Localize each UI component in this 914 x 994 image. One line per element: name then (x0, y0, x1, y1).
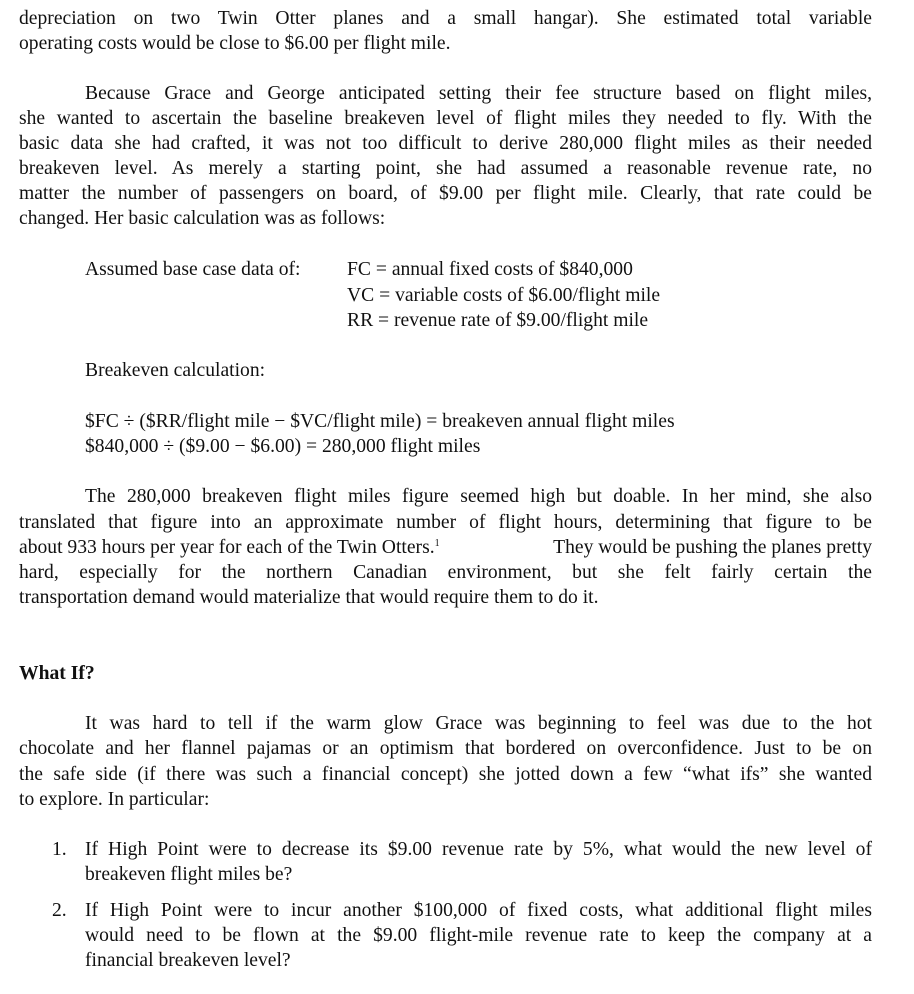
paragraph-line: matter the number of passengers on board, of $9.00 per flight mile. Clearly, that rate could be (19, 183, 872, 204)
breakeven-formula: $FC ÷ ($RR/flight mile − $VC/flight mile) = breakeven annual flight miles (85, 411, 675, 432)
list-item-line: breakeven flight miles be? (85, 864, 293, 885)
paragraph-line: The 280,000 breakeven flight miles figure seemed high but doable. In her mind, she also (85, 486, 872, 507)
list-number: 1. (52, 839, 67, 860)
footnote-marker[interactable]: 1 (434, 538, 440, 549)
paragraph-line: hard, especially for the northern Canadian environment, but she felt fairly certain the (19, 562, 872, 583)
list-item-line: financial breakeven level? (85, 950, 291, 971)
base-case-item-fc: FC = annual fixed costs of $840,000 (347, 259, 633, 280)
paragraph-line-with-footnote (19, 535, 440, 560)
paragraph-line: she wanted to ascertain the baseline breakeven level of flight miles they needed to fly. With the (19, 108, 872, 129)
paragraph-line: operating costs would be close to $6.00 per flight mile. (19, 33, 451, 54)
paragraph-line: the safe side (if there was such a financial concept) she jotted down a few “what ifs” she wanted (19, 764, 872, 785)
base-case-item-rr: RR = revenue rate of $9.00/flight mile (347, 310, 649, 331)
paragraph-line: basic data she had crafted, it was not too difficult to derive 280,000 flight miles as their needed (19, 133, 872, 154)
paragraph-line: chocolate and her flannel pajamas or an optimism that bordered on overconfidence. Just to be on (19, 738, 872, 759)
paragraph-text: They would be pushing the planes pretty (553, 537, 872, 558)
breakeven-result: $840,000 ÷ ($9.00 − $6.00) = 280,000 flight miles (85, 436, 481, 457)
paragraph-line: Because Grace and George anticipated setting their fee structure based on flight miles, (85, 83, 872, 104)
paragraph-line: translated that figure into an approximate number of flight hours, determining that figure to be (19, 512, 872, 533)
list-item-line: would need to be flown at the $9.00 flight-mile revenue rate to keep the company at a (85, 925, 872, 946)
paragraph-line: changed. Her basic calculation was as follows: (19, 208, 386, 229)
base-case-label: Assumed base case data of: (85, 259, 301, 280)
paragraph-line: breakeven level. As merely a starting point, she had assumed a reasonable revenue rate, no (19, 158, 872, 179)
list-number: 2. (52, 900, 67, 921)
paragraph-line: It was hard to tell if the warm glow Grace was beginning to feel was due to the hot (85, 713, 872, 734)
section-heading: What If? (19, 663, 95, 684)
breakeven-label: Breakeven calculation: (85, 360, 266, 381)
paragraph-line: depreciation on two Twin Otter planes and a small hangar). She estimated total variable (19, 8, 872, 29)
paragraph-line: to explore. In particular: (19, 789, 210, 810)
list-item-line: If High Point were to incur another $100,000 of fixed costs, what additional flight miles (85, 900, 872, 921)
paragraph-line: transportation demand would materialize that would require them to do it. (19, 587, 599, 608)
paragraph-text: about 933 hours per year for each of the Twin Otters. (19, 537, 435, 558)
base-case-item-vc: VC = variable costs of $6.00/flight mile (347, 285, 661, 306)
list-item-line: If High Point were to decrease its $9.00 revenue rate by 5%, what would the new level of (85, 839, 872, 860)
